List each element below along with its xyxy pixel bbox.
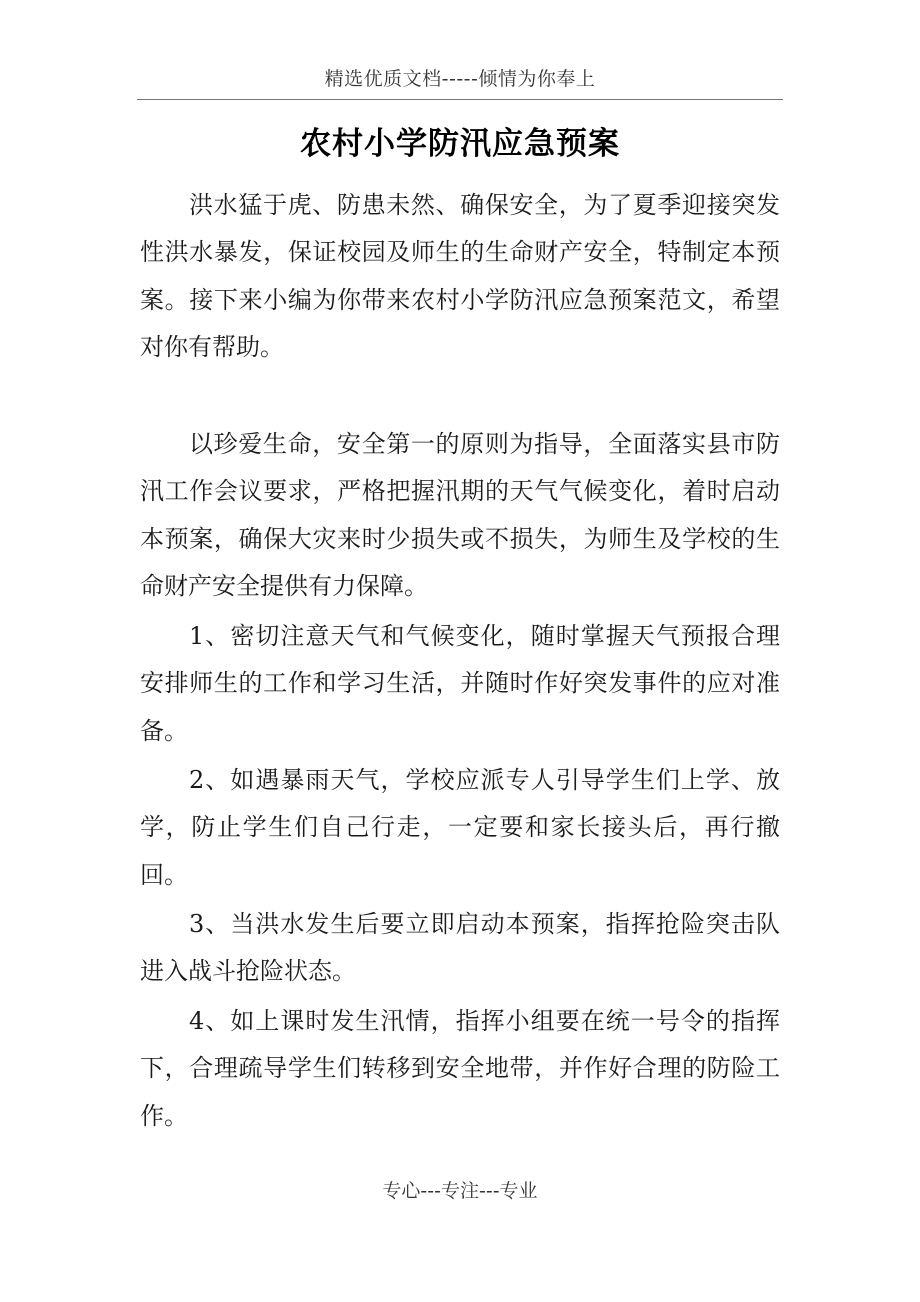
intro-section [140, 182, 780, 371]
intro-paragraph: 洪水猛于虎、防患未然、确保安全，为了夏季迎接突发性洪水暴发，保证校园及师生的生命财产安全，特制定本预案。接下来小编为你带来农村小学防汛应急预案范文，希望对你有帮助。 [140, 191, 780, 361]
list-item: 2、如遇暴雨天气，学校应派专人引导学生们上学、放学，防止学生们自己行走，一定要和家长接头后，再行撤回。 [140, 766, 780, 889]
page-footer: 专心---专注---专业 [382, 1180, 538, 1202]
item-section-3 [140, 901, 780, 996]
principle-paragraph: 以珍爱生命，安全第一的原则为指导，全面落实县市防汛工作会议要求，严格把握汛期的天气气候变化，着时启动本预案，确保大灾来时少损失或不损失，为师生及学校的生命财产安全提供有力保障。 [140, 430, 780, 600]
page-header: 精选优质文档-----倾情为你奉上 [324, 68, 596, 90]
item-section-2 [140, 757, 780, 899]
list-item: 3、当洪水发生后要立即启动本预案，指挥抢险突击队进入战斗抢险状态。 [140, 910, 780, 986]
item-section-1 [140, 613, 780, 755]
principle-section [140, 421, 780, 610]
document-title: 农村小学防汛应急预案 [300, 126, 620, 162]
item-section-4 [140, 998, 780, 1140]
list-item: 1、密切注意天气和气候变化，随时掌握天气预报合理安排师生的工作和学习生活，并随时作好突发事件的应对准备。 [140, 622, 780, 745]
header-divider [137, 99, 783, 100]
list-item: 4、如上课时发生汛情，指挥小组要在统一号令的指挥下，合理疏导学生们转移到安全地带，并作好合理的防险工作。 [140, 1007, 780, 1130]
